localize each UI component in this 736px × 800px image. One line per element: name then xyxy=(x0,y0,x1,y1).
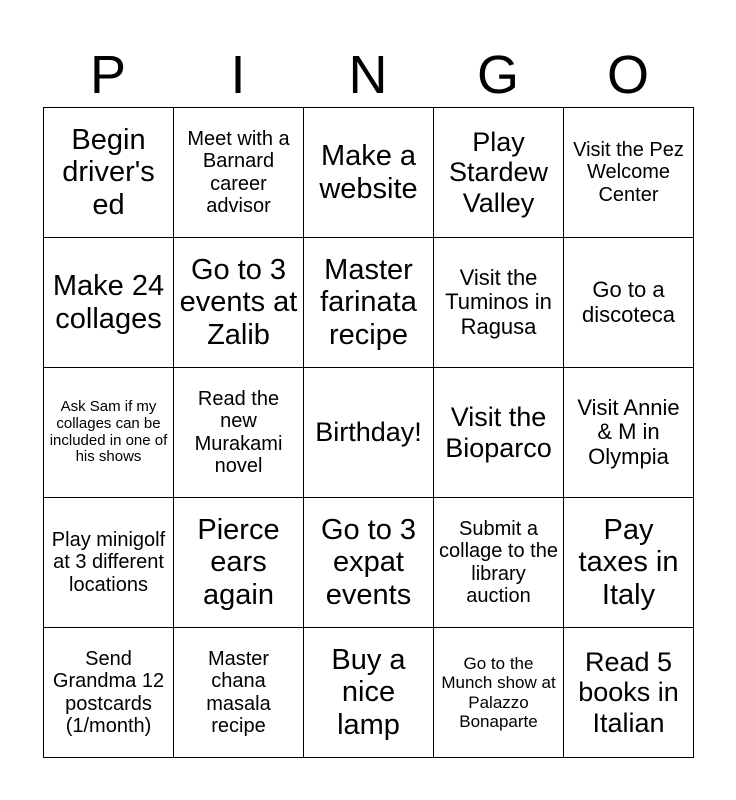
bingo-cell[interactable]: Visit Annie & M in Olympia xyxy=(564,368,694,498)
bingo-cell[interactable]: Go to 3 events at Zalib xyxy=(174,238,304,368)
header-letter-g: G xyxy=(476,45,519,105)
header-letter-i: I xyxy=(230,45,246,105)
bingo-cell[interactable]: Visit the Tuminos in Ragusa xyxy=(434,238,564,368)
bingo-cell[interactable]: Begin driver's ed xyxy=(44,108,174,238)
bingo-cell[interactable]: Submit a collage to the library auction xyxy=(434,498,564,628)
bingo-cell[interactable]: Read 5 books in Italian xyxy=(564,628,694,758)
bingo-cell[interactable]: Go to the Munch show at Palazzo Bonaparte xyxy=(434,628,564,758)
bingo-cell[interactable]: Visit the Bioparco xyxy=(434,368,564,498)
bingo-cell[interactable]: Play Stardew Valley xyxy=(434,108,564,238)
bingo-cell[interactable]: Play minigolf at 3 different locations xyxy=(44,498,174,628)
bingo-cell[interactable]: Buy a nice lamp xyxy=(304,628,434,758)
bingo-cell[interactable]: Make 24 collages xyxy=(44,238,174,368)
bingo-header xyxy=(43,44,693,106)
bingo-grid xyxy=(43,107,694,758)
bingo-cell free-space[interactable]: Birthday! xyxy=(304,368,434,498)
header-letter-p: P xyxy=(89,45,127,105)
header-letter-n: N xyxy=(348,45,388,105)
bingo-cell[interactable]: Visit the Pez Welcome Center xyxy=(564,108,694,238)
bingo-cell[interactable]: Go to a discoteca xyxy=(564,238,694,368)
bingo-cell[interactable]: Pay taxes in Italy xyxy=(564,498,694,628)
bingo-cell[interactable]: Make a website xyxy=(304,108,434,238)
bingo-cell[interactable]: Master chana masala recipe xyxy=(174,628,304,758)
bingo-cell[interactable]: Master farinata recipe xyxy=(304,238,434,368)
bingo-cell[interactable]: Meet with a Barnard career advisor xyxy=(174,108,304,238)
bingo-cell[interactable]: Go to 3 expat events xyxy=(304,498,434,628)
bingo-cell[interactable]: Send Grandma 12 postcards (1/month) xyxy=(44,628,174,758)
header-letter-o: O xyxy=(606,45,649,105)
bingo-cell[interactable]: Ask Sam if my collages can be included in one of his shows xyxy=(44,368,174,498)
bingo-cell[interactable]: Read the new Murakami novel xyxy=(174,368,304,498)
bingo-cell[interactable]: Pierce ears again xyxy=(174,498,304,628)
